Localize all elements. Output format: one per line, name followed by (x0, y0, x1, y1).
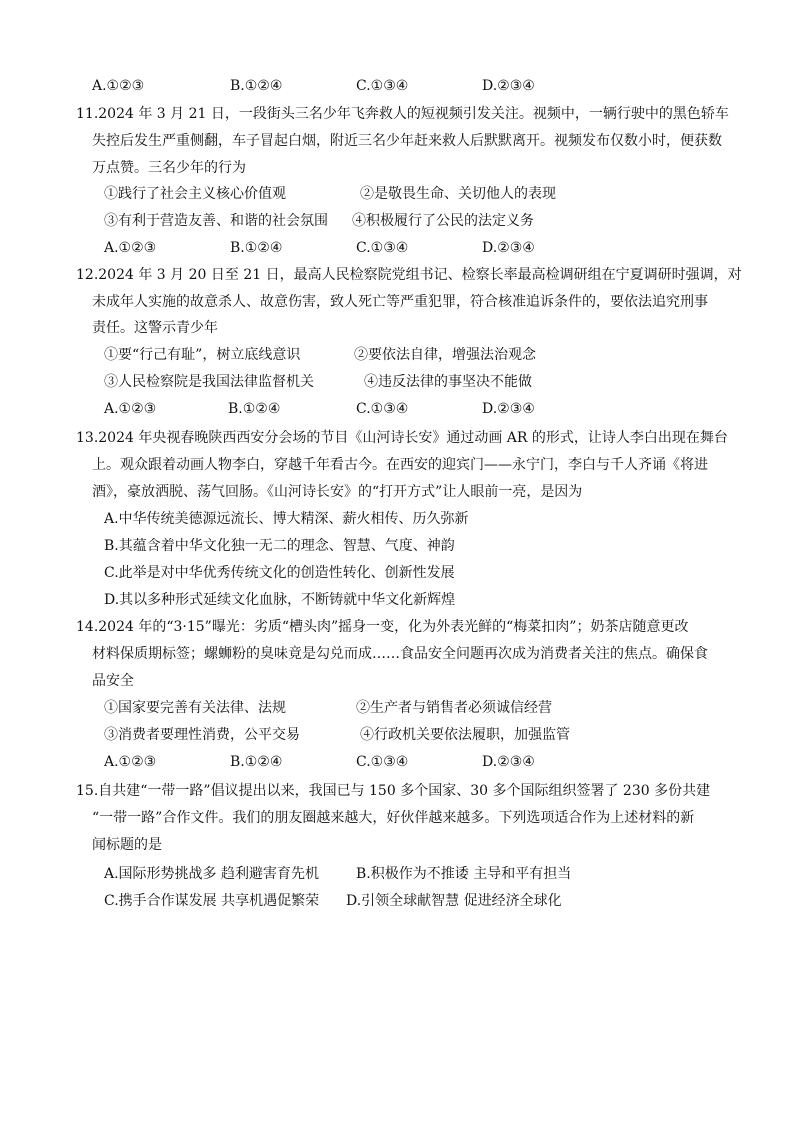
question-stem-line: 12.2024 年 3 月 20 日至 21 日，最高人民检察院党组书记、检察长率最高检调研组在宁夏调研时强调，对 (76, 267, 742, 283)
choices-row (104, 891, 624, 911)
option-b: B.①②④ (228, 401, 281, 417)
question-stem-line: 酒》，豪放洒脱、荡气回肠。《山河诗长安》的“打开方式”让人眼前一亮，是因为 (92, 484, 583, 500)
question-stem-line: 11.2024 年 3 月 21 日，一段街头三名少年飞奔救人的短视频引发关注。视频中，一辆行驶中的黑色轿车 (76, 106, 729, 122)
statement-2: ②生产者与销售者必须诚信经营 (356, 700, 552, 716)
choice-b: B.其蕴含着中华文化独一无二的理念、智慧、气度、神韵 (104, 538, 455, 554)
choice-c: C.此举是对中华优秀传统文化的创造性转化、创新性发展 (104, 565, 455, 581)
question-stem-line: 13.2024 年央视春晚陕西西安分会场的节目《山河诗长安》通过动画 AR 的形式，让诗人李白出现在舞台 (76, 430, 728, 446)
question-stem-line: 14.2024 年的“3·15”曝光：劣质“槽头肉”摇身一变，化为外表光鲜的“梅菜扣肉”；奶茶店随意更改 (76, 619, 689, 635)
option-d: D.②③④ (482, 240, 535, 256)
option-c: C.①③④ (356, 240, 409, 256)
statements-row (104, 725, 624, 745)
statements-row (104, 372, 604, 392)
statement-3: ③消费者要理性消费，公平交易 (104, 727, 300, 743)
statements-row (104, 184, 604, 204)
choice-b: B.积极作为不推诿 主导和平有担当 (356, 866, 572, 882)
statement-3: ③有利于营造友善、和谐的社会氛围 (104, 213, 328, 229)
choice-a: A.中华传统美德源远流长、博大精深、薪火相传、历久弥新 (104, 511, 469, 527)
option-a: A.①②③ (104, 240, 157, 256)
choice-d: D.其以多种形式延续文化血脉，不断铸就中华文化新辉煌 (104, 592, 456, 608)
statement-2: ②要依法自律，增强法治观念 (354, 347, 536, 363)
choice-c: C.携手合作谋发展 共享机遇促繁荣 (104, 893, 320, 909)
option-a: A.①②③ (104, 754, 157, 770)
question-stem-line: 未成年人实施的故意杀人、故意伤害，致人死亡等严重犯罪，符合核准追诉条件的，要依法追究刑事 (92, 294, 708, 310)
option-d: D.②③④ (482, 754, 535, 770)
choice-d: D.引领全球献智慧 促进经济全球化 (346, 893, 562, 909)
question-stem-line: 闻标题的是 (92, 837, 162, 853)
statement-4: ④行政机关要依法履职，加强监管 (360, 727, 570, 743)
question-stem-line: “一带一路”合作文件。我们的朋友圈越来越大，好伙伴越来越多。下列选项适合作为上述材料的新 (92, 810, 695, 826)
options-row (104, 238, 724, 258)
question-stem-line: 失控后发生严重侧翻，车子冒起白烟，附近三名少年赶来救人后默默离开。视频发布仅数小时，便获数 (92, 133, 722, 149)
choice-a: A.国际形势挑战多 趋利避害育先机 (104, 866, 320, 882)
options-row (104, 752, 724, 772)
question-stem-line: 责任。这警示青少年 (92, 320, 218, 336)
statement-4: ④违反法律的事坚决不能做 (364, 374, 532, 390)
question-stem-line: 材料保质期标签；螺蛳粉的臭味竟是勾兑而成……食品安全问题再次成为消费者关注的焦点。确保食 (92, 646, 708, 662)
question-stem-line: 15.自共建“一带一路”倡议提出以来，我国已与 150 多个国家、30 多个国际组织签署了 230 多份共建 (76, 783, 711, 799)
statement-1: ①践行了社会主义核心价值观 (104, 186, 286, 202)
statement-3: ③人民检察院是我国法律监督机关 (104, 374, 314, 390)
question-stem-line: 品安全 (92, 673, 134, 689)
options-row (104, 399, 724, 419)
option-b: B.①②④ (230, 240, 283, 256)
question-stem-line: 上。观众跟着动画人物李白，穿越千年看古今。在西安的迎宾门——永宁门，李白与千人齐诵《将进 (92, 457, 708, 473)
option-c: C.①③④ (356, 78, 409, 94)
statement-2: ②是敬畏生命、关切他人的表现 (360, 186, 556, 202)
option-c: C.①③④ (356, 754, 409, 770)
statements-row (104, 698, 604, 718)
question-stem-line: 万点赞。三名少年的行为 (92, 160, 246, 176)
statements-row (104, 345, 604, 365)
option-c: C.①③④ (356, 401, 409, 417)
choices-row (104, 864, 624, 884)
option-a: A.①②③ (92, 78, 145, 94)
statement-1: ①要“行己有耻”，树立底线意识 (104, 347, 301, 363)
option-b: B.①②④ (230, 754, 283, 770)
option-d: D.②③④ (482, 401, 535, 417)
option-b: B.①②④ (230, 78, 283, 94)
statement-4: ④积极履行了公民的法定义务 (352, 213, 534, 229)
statement-1: ①国家要完善有关法律、法规 (104, 700, 286, 716)
q10-options-row (92, 76, 712, 96)
option-d: D.②③④ (482, 78, 535, 94)
option-a: A.①②③ (104, 401, 157, 417)
statements-row (104, 211, 604, 231)
